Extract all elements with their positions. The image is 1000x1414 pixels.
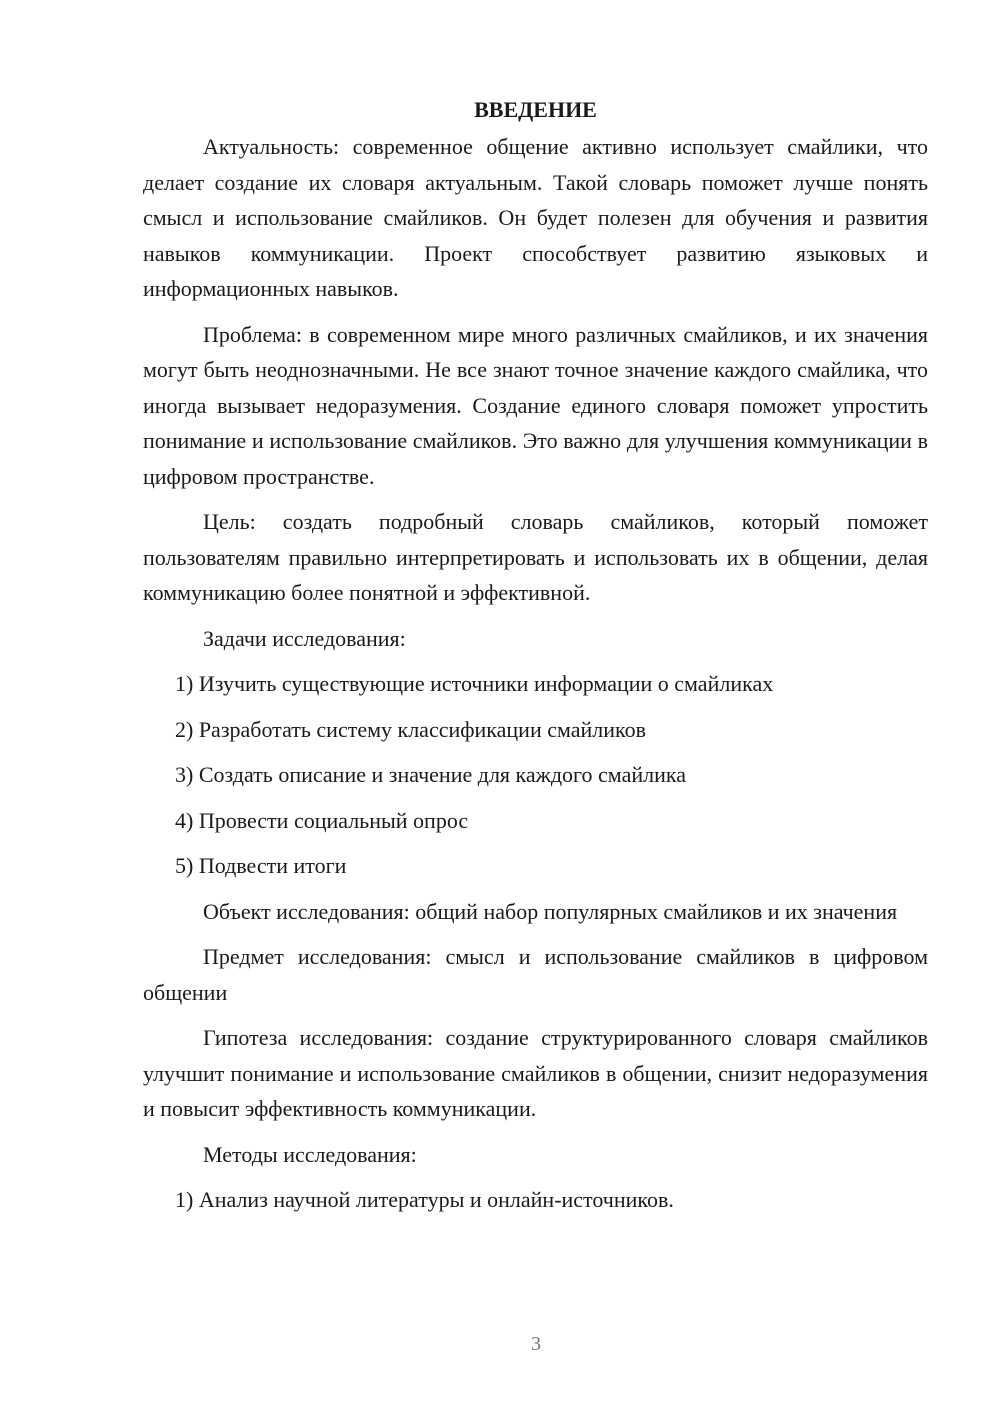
paragraph-relevance: Актуальность: современное общение активно использует смайлики, что делает создание их словаря актуальным. Такой словарь поможет лучше понять смысл и использование смайликов. Он будет полезен для обучения и развития навыков коммуникации. Проект способствует развитию языковых и информационных навыков. [143, 134, 928, 301]
list-item: 1) Изучить существующие источники информации о смайликах [175, 671, 774, 696]
methods-heading: Методы исследования: [203, 1141, 417, 1167]
page-title: ВВЕДЕНИЕ [474, 97, 597, 122]
paragraph-problem: Проблема: в современном мире много различных смайликов, и их значения могут быть неоднозначными. Не все знают точное значение каждого смайлика, что иногда вызывает недоразумения. Создание единого словаря поможет упростить понимание и использование смайликов. Это важно для улучшения коммуникации в цифровом пространстве. [143, 321, 928, 489]
list-item: 5) Подвести итоги [175, 853, 347, 878]
paragraph-goal: Цель: создать подробный словарь смайликов, который поможет пользователям правильно интерпретировать и использовать их в общении, делая коммуникацию более понятной и эффективной. [143, 509, 928, 605]
page-number: 3 [531, 1333, 541, 1355]
list-item: 1) Анализ научной литературы и онлайн-источников. [175, 1187, 674, 1212]
paragraph-object: Объект исследования: общий набор популярных смайликов и их значения [203, 898, 898, 924]
paragraph-subject: Предмет исследования: смысл и использование смайликов в цифровом общении [143, 944, 928, 1005]
paragraph-hypothesis: Гипотеза исследования: создание структурированного словаря смайликов улучшит понимание и использование смайликов в общении, снизит недоразумения и повысит эффективность коммуникации. [143, 1025, 928, 1121]
list-item: 3) Создать описание и значение для каждого смайлика [175, 762, 686, 787]
list-item: 2) Разработать систему классификации смайликов [175, 716, 647, 742]
document-page [143, 95, 928, 1228]
methods-list [143, 1182, 928, 1218]
tasks-heading: Задачи исследования: [203, 625, 406, 651]
tasks-list [143, 666, 928, 884]
list-item: 4) Провести социальный опрос [175, 807, 469, 833]
